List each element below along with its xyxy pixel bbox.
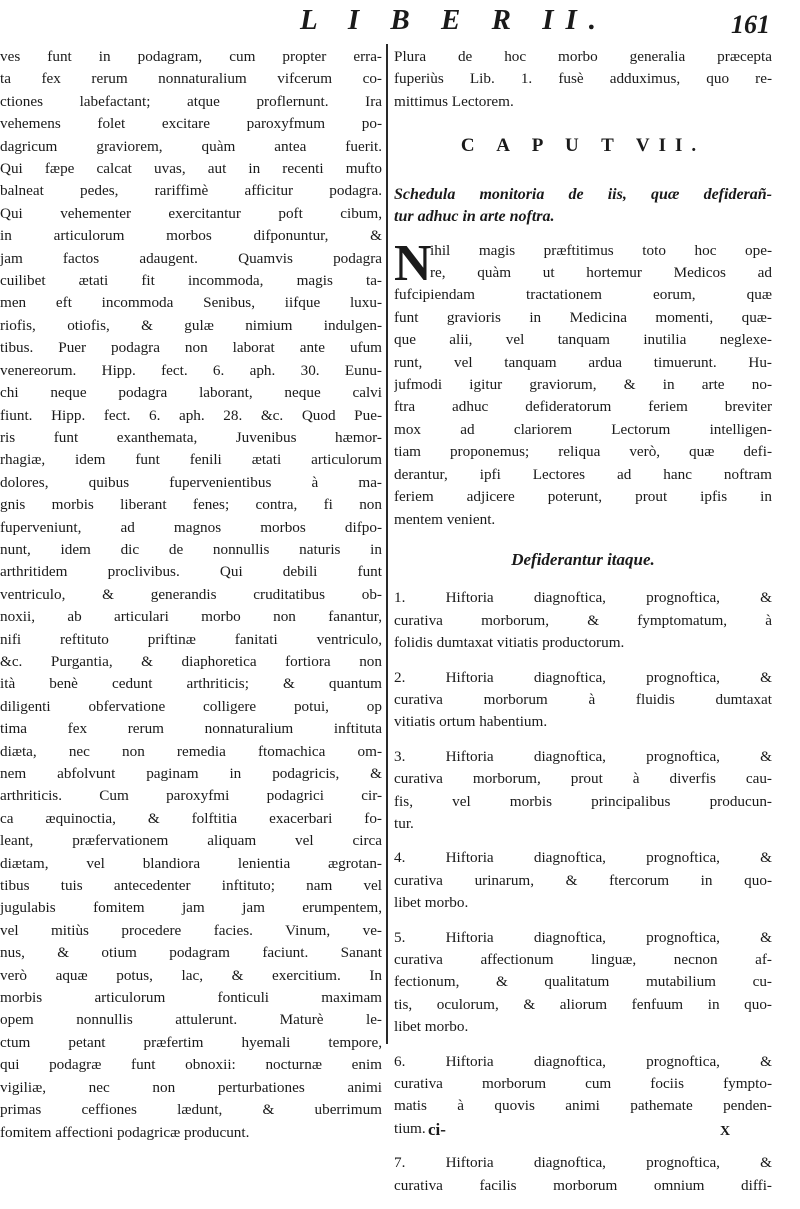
text-line: mittimus Lectorem.	[394, 92, 514, 110]
text-line: ris funt exanthemata, Juvenibus hæmor-	[0, 428, 382, 446]
text-line: diæta, nec non remedia ftomachica om-	[0, 742, 382, 760]
text-line: 6. Hiftoria diagnoftica, prognoftica, &	[394, 1052, 772, 1070]
text-line: 1. Hiftoria diagnoftica, prognoftica, &	[394, 589, 772, 607]
text-line: ca æquinoctia, & folftitia exacerbari fo-	[0, 809, 382, 827]
text-line: curativa morborum cum fociis fympto-	[394, 1075, 772, 1093]
text-line: mentem venient.	[394, 510, 496, 528]
text-line: nifi reftituto priftinæ fanitati ventriculo,	[0, 630, 382, 648]
list-item	[394, 587, 772, 654]
text-line: tibus tuis antecedenter inftituto; nam vel	[0, 877, 382, 895]
text-line: tium.	[394, 1119, 426, 1137]
text-line: primas ceffiones lædunt, & uberrimum	[0, 1101, 382, 1119]
text-line: ves funt in podagram, cum propter erra-	[0, 48, 382, 65]
text-line: &c. Purgantia, & diaphoretica fortiora non	[0, 652, 382, 670]
text-line: curativa morborum, & fymptomatum, à	[394, 611, 772, 629]
text-line: men eft incommoda Senibus, iifque luxu-	[0, 294, 382, 312]
text-line: nus, & otium podagram faciunt. Sanant	[0, 944, 382, 962]
text-line: balneat pedes, rariffimè afficitur podagra.	[0, 182, 382, 200]
text-line: verò aquæ potus, lac, & exercitium. In	[0, 966, 382, 984]
text-line: 2. Hiftoria diagnoftica, prognoftica, &	[394, 668, 772, 686]
text-line: vigiliæ, nec non perturbationes animi	[0, 1078, 382, 1096]
intro-paragraph	[394, 46, 772, 113]
text-line: 7. Hiftoria diagnoftica, prognoftica, &	[394, 1154, 772, 1172]
list-item	[394, 1051, 772, 1141]
text-line: runt, vel tanquam ardua timuerunt. Hu-	[394, 353, 772, 371]
text-line: Qui fæpe calcat uvas, aut in recenti mufto	[0, 160, 382, 178]
text-line: fiunt. Hipp. fect. 6. aph. 28. &c. Quod Pue-	[0, 406, 382, 424]
list-item	[394, 847, 772, 914]
text-line: libet morbo.	[394, 1018, 469, 1036]
text-line: diætam, vel blandiora lenientia ægrotan-	[0, 854, 382, 872]
text-line: curativa urinarum, & ftercorum in quo-	[394, 871, 772, 889]
text-line: tiam proponemus; reliqua verò, quæ defi-	[394, 443, 772, 461]
left-column	[0, 46, 382, 1144]
text-line: feriem adjicere poterunt, prout ipfis in	[394, 488, 772, 506]
text-line: curativa affectionum linguæ, necnon af-	[394, 951, 772, 968]
chapter-heading: C A P U T VII.	[460, 135, 706, 157]
text-line: qui podagræ funt obnoxii: nocturnæ enim	[0, 1056, 382, 1074]
text-line: 5. Hiftoria diagnoftica, prognoftica, &	[394, 928, 772, 946]
text-line: ihil magis præftitimus toto hoc ope-	[430, 241, 772, 259]
text-line: leant, præfervationem aliquam vel circa	[0, 832, 382, 850]
desiderata-list	[394, 587, 772, 1197]
text-line: fufcipiendam tractationem eorum, quæ	[394, 286, 772, 304]
list-heading: Defiderantur itaque.	[511, 549, 655, 569]
text-line: vehemens folet excitare paroxyfmum po-	[0, 115, 382, 133]
text-line: fomitem affectioni podagricæ producunt.	[0, 1123, 250, 1141]
text-line: dolores, quibus fupervenientibus à ma-	[0, 473, 382, 491]
text-line: tur.	[394, 814, 414, 832]
text-line: que alii, vel tanquam inutilia neglexe-	[394, 331, 772, 349]
text-line: libet morbo.	[394, 894, 469, 912]
catchword: ci-	[428, 1120, 446, 1139]
text-line: nunt, idem dic de nonnullis naturis in	[0, 540, 382, 558]
text-line: vel mitiùs procedere facies. Vinum, ve-	[0, 921, 382, 939]
text-line: 3. Hiftoria diagnoftica, prognoftica, &	[394, 747, 772, 765]
text-line: tur adhuc in arte noftra.	[394, 207, 555, 225]
text-line: opem nonnullis attulerunt. Maturè le-	[0, 1011, 382, 1029]
text-line: ctum petant præfertim hyemali tempore,	[0, 1033, 382, 1051]
text-line: riofis, otiofis, & gulæ nimium indulgen-	[0, 316, 382, 334]
text-line: jam factos adaugent. Quamvis podagra	[0, 249, 382, 267]
text-line: fuperiùs Lib. 1. fusè adduximus, quo re-	[394, 70, 772, 88]
text-line: matis à quovis animi pathemate penden-	[394, 1097, 772, 1115]
text-line: tima fex rerum nonnaturalium inftituta	[0, 720, 382, 738]
chapter-body	[394, 234, 772, 531]
text-line: curativa morborum, prout à diverfis cau-	[394, 770, 772, 788]
text-line: fuperveniunt, ad magnos morbos difpo-	[0, 518, 382, 536]
text-line: nem abfolvunt paginam in podagricis, &	[0, 765, 382, 782]
page-number: 161	[731, 10, 770, 39]
text-line: funt gravioris in Medicina momenti, quæ-	[394, 308, 772, 326]
text-line: noxii, ab articulari morbo non fanantur,	[0, 608, 382, 626]
text-line: Qui vehementer exercitantur poft cibum,	[0, 204, 382, 222]
text-line: derantur, ipfi Lectores ad hanc noftram	[394, 465, 772, 483]
chapter-rubric	[394, 184, 772, 228]
text-line: curativa morborum à fluidis dumtaxat	[394, 690, 772, 708]
text-line: chi neque podagra laborant, neque calvi	[0, 384, 382, 402]
text-line: jufmodi igitur graviorum, & in arte no-	[394, 376, 772, 394]
list-item	[394, 746, 772, 836]
signature-mark: X	[720, 1124, 731, 1139]
text-line: Schedula monitoria de iis, quæ defiderañ-	[394, 185, 772, 203]
text-line: arthritidem proclivibus. Qui debili funt	[0, 563, 382, 581]
text-line: folidis dumtaxat vitiatis productorum.	[394, 634, 625, 652]
list-item	[394, 927, 772, 1039]
text-line: mox ad clariorem Lectorum intelligen-	[394, 420, 772, 438]
text-line: Plura de hoc morbo generalia præcepta	[394, 48, 772, 65]
text-line: rhagiæ, idem funt fenili ætati articulorum	[0, 451, 382, 469]
drop-cap: N	[394, 234, 432, 292]
text-line: fis, vel morbis principalibus producun-	[394, 792, 772, 810]
right-column	[394, 46, 772, 1209]
text-line: ità benè cedunt arthriticis; & quantum	[0, 675, 382, 693]
text-line: gnis morbis liberant fenes; contra, fi non	[0, 496, 382, 514]
text-line: vitiatis ortum habentium.	[394, 713, 548, 731]
text-line: jugulabis fomitem jam jam erumpentem,	[0, 899, 382, 917]
list-item	[394, 667, 772, 734]
text-line: ftra adhuc defideratorum feriem breviter	[394, 398, 772, 416]
text-line: cuilibet ætati fit incommoda, magis ta-	[0, 272, 382, 290]
text-line: tibus. Puer podagra non laborat ante ufum	[0, 339, 382, 357]
text-line: ctiones labefactant; atque proflernunt. Ira	[0, 92, 382, 110]
text-line: dagricum graviorem, quàm antea fuerit.	[0, 137, 382, 155]
text-line: re, quàm ut hortemur Medicos ad	[430, 264, 772, 282]
text-line: ta fex rerum nonnaturalium vifcerum co-	[0, 70, 382, 88]
column-divider	[386, 44, 388, 1044]
text-line: 4. Hiftoria diagnoftica, prognoftica, &	[394, 849, 772, 867]
text-line: fectionum, & qualitatum mutabilium cu-	[394, 973, 772, 991]
list-item	[394, 1152, 772, 1197]
text-line: venereorum. Hipp. fect. 6. aph. 30. Eunu-	[0, 361, 382, 379]
text-line: morbis articulorum fonticuli maximam	[0, 989, 382, 1007]
text-line: diligenti obfervatione colligere potui, op	[0, 697, 382, 715]
text-line: curativa facilis morborum omnium diffi-	[394, 1176, 772, 1194]
text-line: ventriculo, & generandis cruditatibus ob-	[0, 585, 382, 603]
text-line: in articulorum morbos difponuntur, &	[0, 227, 382, 245]
text-line: tis, oculorum, & aliorum fenfuum in quo-	[394, 995, 772, 1013]
text-line: arthriticis. Cum paroxyfmi podagrici cir-	[0, 787, 382, 805]
running-title: L I B E R II.	[300, 4, 609, 36]
